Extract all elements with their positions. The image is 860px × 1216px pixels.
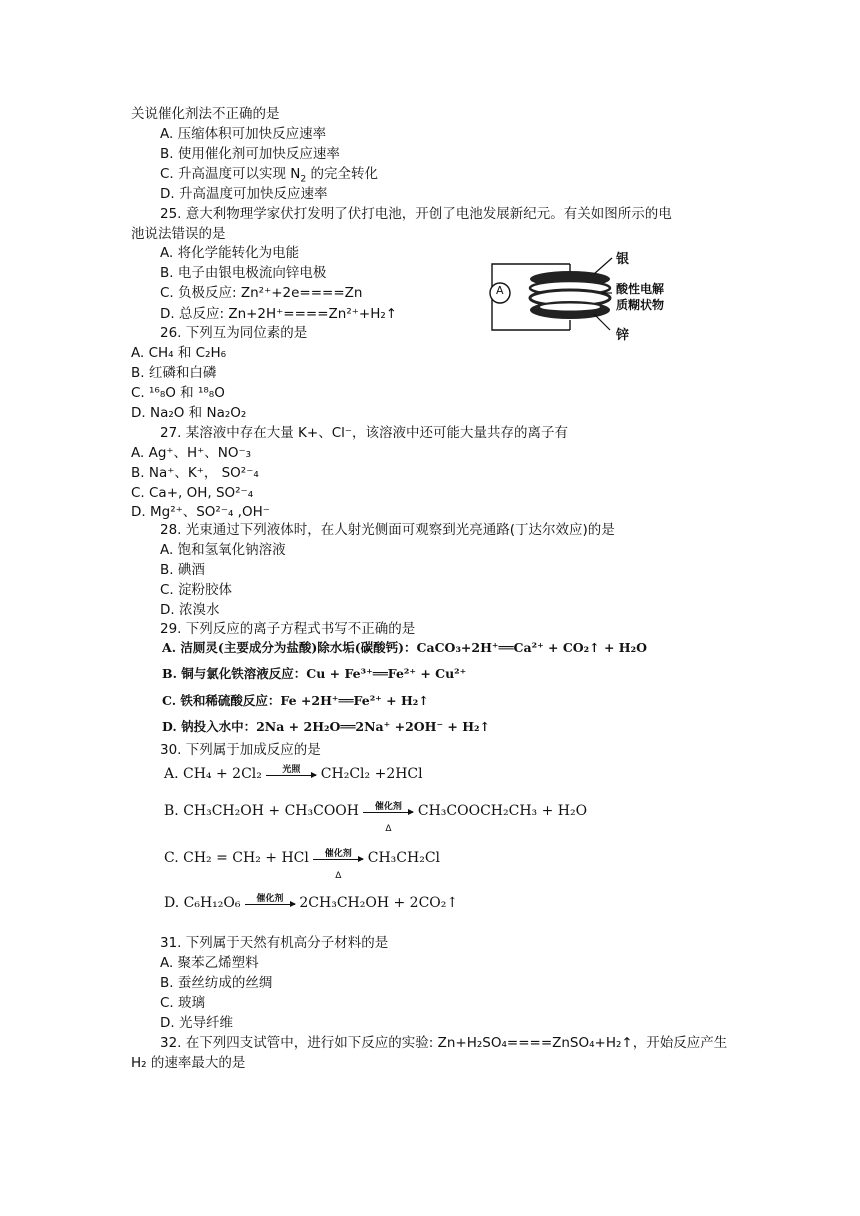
q29-option-a: A. 洁厕灵(主要成分为盐酸)除水垢(碳酸钙)：CaCO₃+2H⁺══Ca²⁺ + CO₂↑ + H₂O <box>162 640 647 655</box>
q30-option-a: A. CH₄ + 2Cl₂ 光照 CH₂Cl₂ +2HCl <box>164 764 423 782</box>
option-b: B. 使用催化剂可加快反应速率 <box>160 146 340 162</box>
q25-option-d: D. 总反应: Zn+2H⁺====Zn²⁺+H₂↑ <box>160 306 398 322</box>
question-27: 27. 某溶液中存在大量 K+、Cl⁻，该溶液中还可能大量共存的离子有 <box>160 425 569 441</box>
reaction-arrow: 光照 <box>266 773 316 776</box>
q25-option-c: C. 负极反应: Zn²⁺+2e====Zn <box>160 285 363 301</box>
q27-option-c: C. Ca+, OH, SO²⁻₄ <box>131 485 254 501</box>
q30-option-d: D. C₆H₁₂O₆ 催化剂 2CH₃CH₂OH + 2CO₂↑ <box>164 893 459 911</box>
reaction-arrow: 催化剂 Δ <box>313 857 363 860</box>
label-zinc: 锌 <box>616 328 630 343</box>
question-29: 29. 下列反应的离子方程式书写不正确的是 <box>160 621 416 637</box>
q26-option-d: D. Na₂O 和 Na₂O₂ <box>131 405 247 421</box>
ammeter-label: A <box>496 284 504 297</box>
option-d: D. 升高温度可加快反应速率 <box>160 186 328 202</box>
battery-figure <box>482 246 712 346</box>
q29-option-d: D. 钠投入水中：2Na + 2H₂O══2Na⁺ +2OH⁻ + H₂↑ <box>162 719 490 734</box>
question-32-cont: H₂ 的速率最大的是 <box>131 1055 246 1071</box>
question-31: 31. 下列属于天然有机高分子材料的是 <box>160 935 389 951</box>
q27-option-a: A. Ag⁺、H⁺、NO⁻₃ <box>131 445 252 461</box>
q31-option-b: B. 蚕丝纺成的丝绸 <box>160 975 273 991</box>
q25-option-b: B. 电子由银电极流向锌电极 <box>160 265 327 281</box>
label-silver: 银 <box>616 252 630 267</box>
line-intro: 关说催化剂法不正确的是 <box>131 106 280 122</box>
q30-option-b: B. CH₃CH₂OH + CH₃COOH 催化剂 Δ CH₃COOCH₂CH₃ + H₂O <box>164 801 588 834</box>
q28-option-d: D. 浓溴水 <box>160 602 220 618</box>
q28-option-a: A. 饱和氢氧化钠溶液 <box>160 542 286 558</box>
label-electrolyte-2: 质糊状物 <box>616 298 665 312</box>
label-electrolyte-1: 酸性电解 <box>616 282 665 296</box>
q28-option-b: B. 碘酒 <box>160 562 205 578</box>
option-a: A. 压缩体积可加快反应速率 <box>160 126 327 142</box>
q26-option-b: B. 红磷和白磷 <box>131 365 217 381</box>
q27-option-b: B. Na⁺、K⁺， SO²⁻₄ <box>131 465 259 481</box>
question-32: 32. 在下列四支试管中，进行如下反应的实验: Zn+H₂SO₄====ZnSO₄+H₂↑，开始反应产生 <box>160 1035 728 1051</box>
q29-option-c: C. 铁和稀硫酸反应：Fe +2H⁺══Fe²⁺ + H₂↑ <box>162 693 429 708</box>
q27-option-d: D. Mg²⁺、SO²⁻₄ ,OH⁻ <box>131 504 270 520</box>
q31-option-c: C. 玻璃 <box>160 995 206 1011</box>
q26-option-a: A. CH₄ 和 C₂H₆ <box>131 345 227 361</box>
question-30: 30. 下列属于加成反应的是 <box>160 742 321 758</box>
question-25: 25. 意大利物理学家伏打发明了伏打电池，开创了电池发展新纪元。有关如图所示的电 <box>160 206 672 222</box>
question-25-cont: 池说法错误的是 <box>131 226 226 242</box>
battery-diagram <box>482 246 712 346</box>
reaction-arrow: 催化剂 <box>245 902 295 905</box>
q26-option-c: C. ¹⁶₈O 和 ¹⁸₈O <box>131 385 225 401</box>
q31-option-a: A. 聚苯乙烯塑料 <box>160 955 259 971</box>
question-26: 26. 下列互为同位素的是 <box>160 325 308 341</box>
question-28: 28. 光束通过下列液体时，在人射光侧面可观察到光亮通路(丁达尔效应)的是 <box>160 522 615 538</box>
reaction-arrow: 催化剂 Δ <box>363 810 413 813</box>
q29-option-b: B. 铜与氯化铁溶液反应：Cu + Fe³⁺══Fe²⁺ + Cu²⁺ <box>162 666 467 681</box>
q28-option-c: C. 淀粉胶体 <box>160 582 233 598</box>
q30-option-c: C. CH₂ = CH₂ + HCl 催化剂 Δ CH₃CH₂Cl <box>164 848 441 881</box>
option-c: C. 升高温度可以实现 $N_2$ 的完全转化 <box>160 166 379 185</box>
q31-option-d: D. 光导纤维 <box>160 1015 233 1031</box>
q25-option-a: A. 将化学能转化为电能 <box>160 245 300 261</box>
